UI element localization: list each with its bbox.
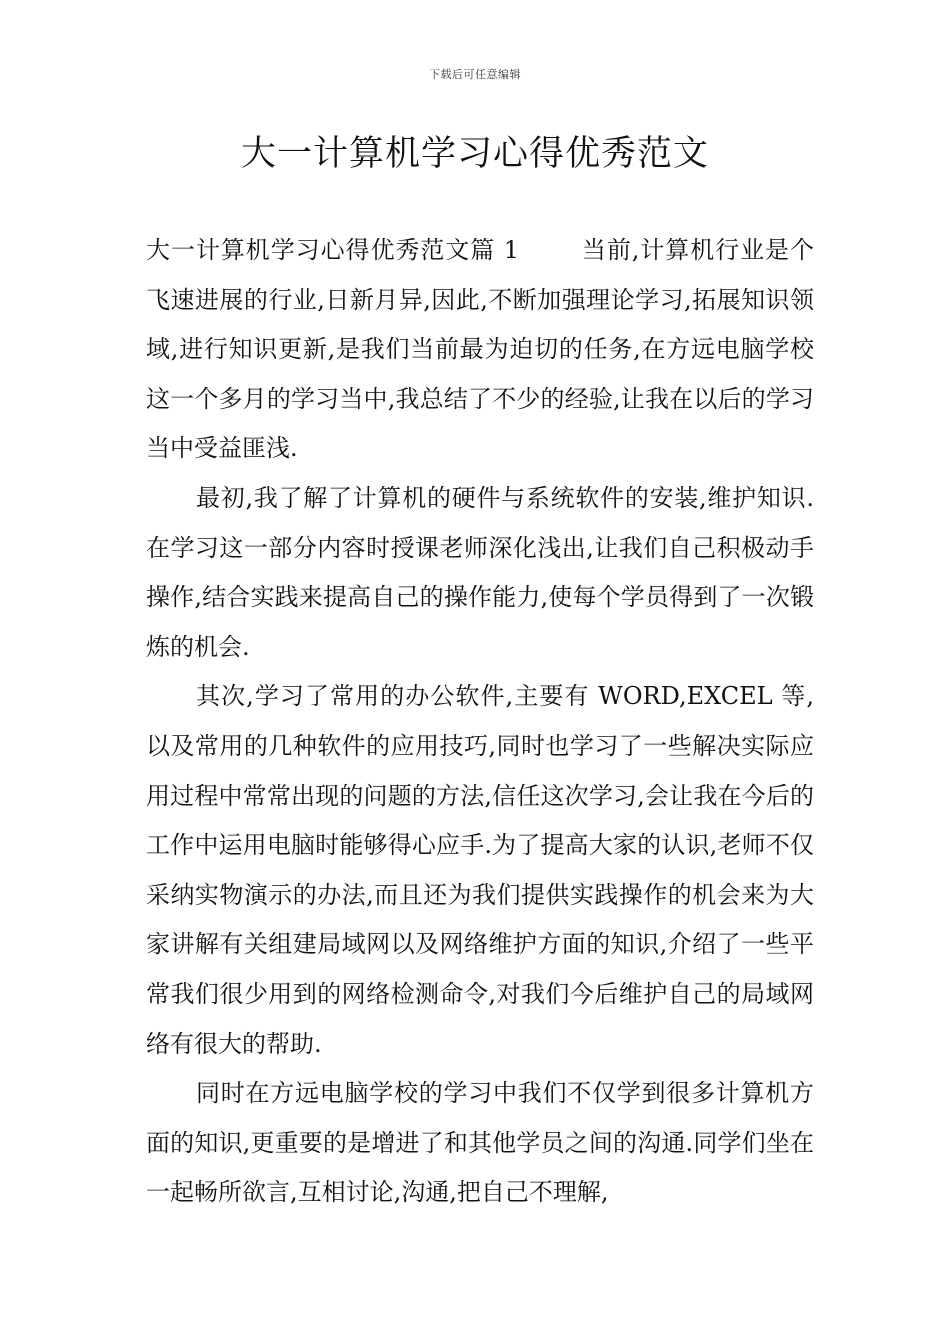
- section-heading: 大一计算机学习心得优秀范文篇 1: [146, 236, 519, 264]
- intro-text: 当前,计算机行业是个飞速进展的行业,日新月异,因此,不断加强理论学习,拓展知识领域,进行知识更新,是我们当前最为迫切的任务,在方远电脑学校这一个多月的学习当中,我总结了不少的经验,让我在以后的学习当中受益匪浅.: [146, 236, 814, 463]
- document-body: [146, 226, 814, 1218]
- paragraph-office-software: 其次,学习了常用的办公软件,主要有 WORD,EXCEL 等,以及常用的几种软件的应用技巧,同时也学习了一些解决实际应用过程中常常出现的问题的方法,信任这次学习,会让我在今后的工作中运用电脑时能够得心应手.为了提高大家的认识,老师不仅采纳实物演示的办法,而且还为我们提供实践操作的机会来为大家讲解有关组建局域网以及网络维护方面的知识,介绍了一些平常我们很少用到的网络检测命令,对我们今后维护自己的局域网络有很大的帮助.: [146, 682, 814, 1058]
- document-title: 大一计算机学习心得优秀范文: [240, 134, 709, 174]
- paragraph-hardware: 最初,我了解了计算机的硬件与系统软件的安装,维护知识.在学习这一部分内容时授课老师深化浅出,让我们自己积极动手操作,结合实践来提高自己的操作能力,使每个学员得到了一次锻炼的机会.: [146, 483, 814, 661]
- paragraph-communication: 同时在方远电脑学校的学习中我们不仅学到很多计算机方面的知识,更重要的是增进了和其他学员之间的沟通.同学们坐在一起畅所欲言,互相讨论,沟通,把自己不理解,: [146, 1079, 814, 1207]
- page-header-note: 下载后可任意编辑: [429, 68, 521, 81]
- intro-paragraph: [146, 226, 814, 474]
